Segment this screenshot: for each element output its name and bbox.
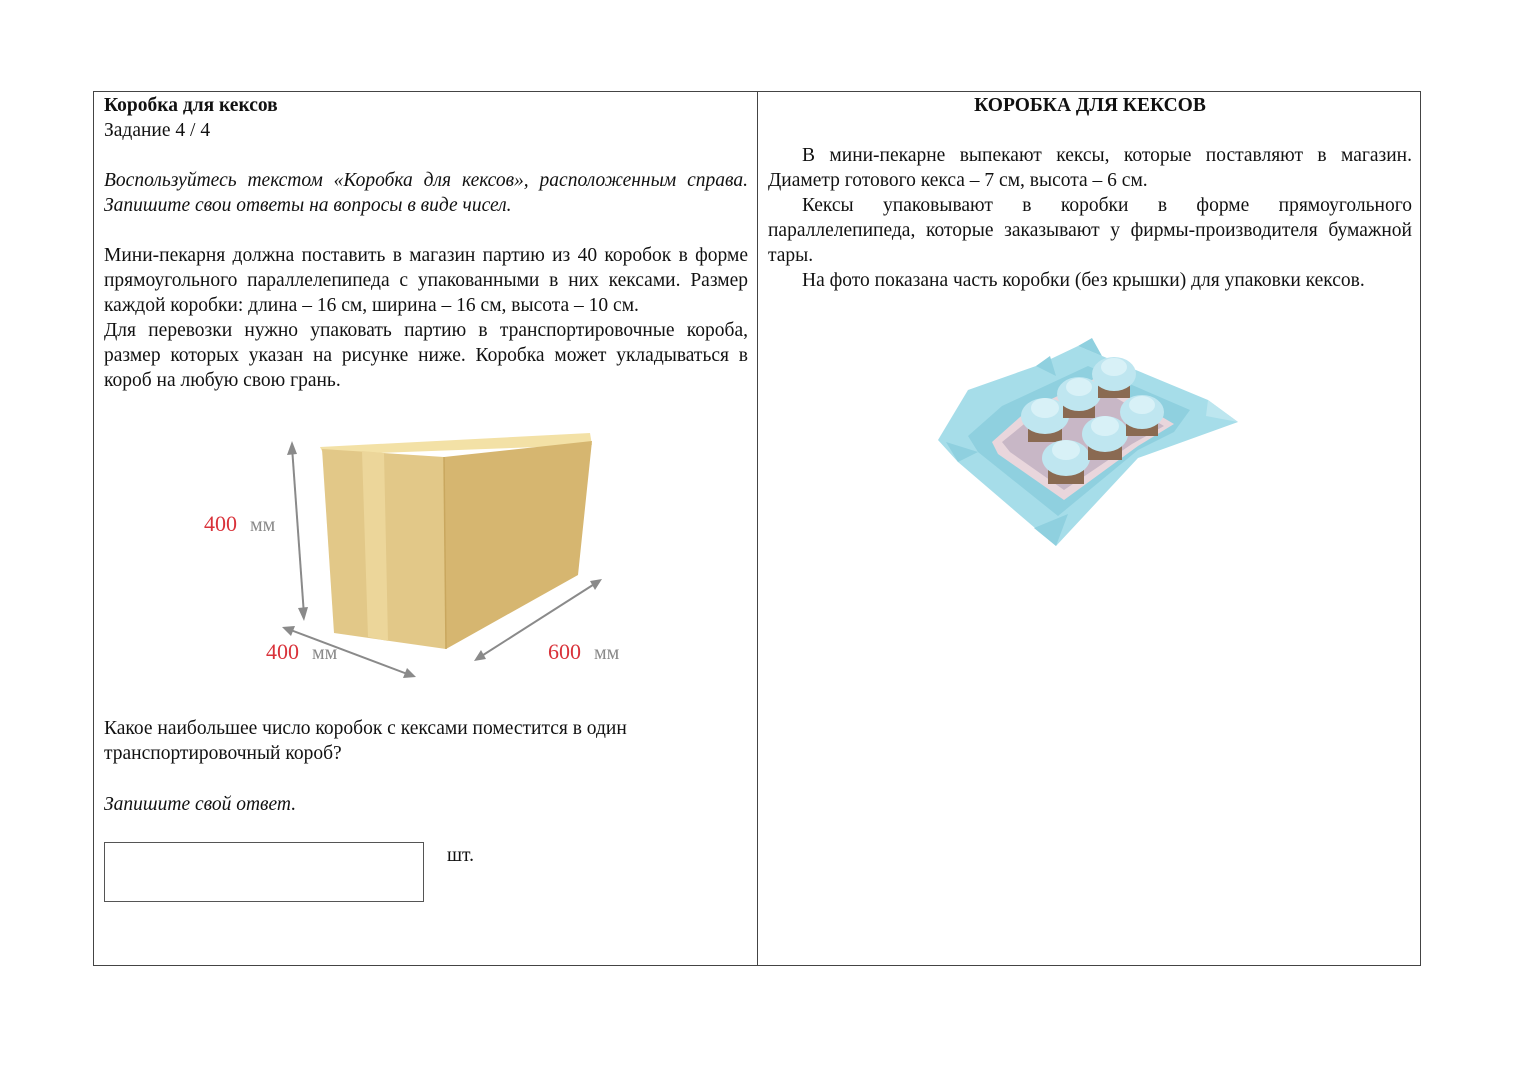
task-title: Коробка для кексов: [104, 95, 278, 116]
task-instruction: Воспользуйтесь текстом «Коробка для кексов», расположенным справа. Запишите свои ответы на вопросы в виде чисел.: [104, 170, 748, 216]
answer-prompt: Запишите свой ответ.: [104, 794, 297, 815]
task-question: Какое наибольшее число коробок с кексами поместится в один транспортировочный короб?: [104, 718, 627, 764]
transport-box-figure: [194, 427, 654, 702]
width-label-unit: мм: [312, 642, 338, 664]
answer-input[interactable]: [104, 842, 424, 902]
width-label-value: 400: [266, 639, 299, 664]
task-paragraph-1: Мини-пекарня должна поставить в магазин партию из 40 коробок в форме прямоугольного параллелепипеда с упакованными в них кексами. Размер каждой коробки: длина – 16 см, ширина – 16 см, высота – 10 см.: [104, 245, 748, 316]
height-arrow: [292, 447, 304, 615]
cupcake-box-svg: [938, 338, 1258, 558]
text-paragraph-2: Кексы упаковывают в коробки в форме прямоугольного параллелепипеда, которые заказывают у фирмы-производителя бумажной тары.: [768, 195, 1412, 266]
transport-box-svg: [194, 427, 654, 697]
task-number: Задание 4 / 4: [104, 120, 211, 141]
height-label-unit: мм: [250, 514, 276, 536]
length-label-value: 600: [548, 639, 581, 664]
task-column: [104, 93, 748, 393]
text-paragraph-3: На фото показана часть коробки (без крышки) для упаковки кексов.: [802, 270, 1365, 291]
text-column: [768, 93, 1412, 293]
length-label-unit: мм: [594, 642, 620, 664]
answer-unit: шт.: [447, 845, 474, 866]
column-divider: [757, 92, 758, 965]
text-title: КОРОБКА ДЛЯ КЕКСОВ: [974, 95, 1206, 116]
task-paragraph-2: Для перевозки нужно упаковать партию в транспортировочные короба, размер которых указан на рисунке ниже. Коробка может укладываться в короб на любую свою грань.: [104, 320, 748, 391]
box-right-face: [444, 441, 592, 649]
text-paragraph-1: В мини-пекарне выпекают кексы, которые поставляют в магазин. Диаметр готового кекса – 7 см, высота – 6 см.: [768, 145, 1412, 191]
task-sheet: [93, 91, 1421, 966]
height-label-value: 400: [204, 511, 237, 536]
cupcake-box-photo: [938, 338, 1258, 563]
